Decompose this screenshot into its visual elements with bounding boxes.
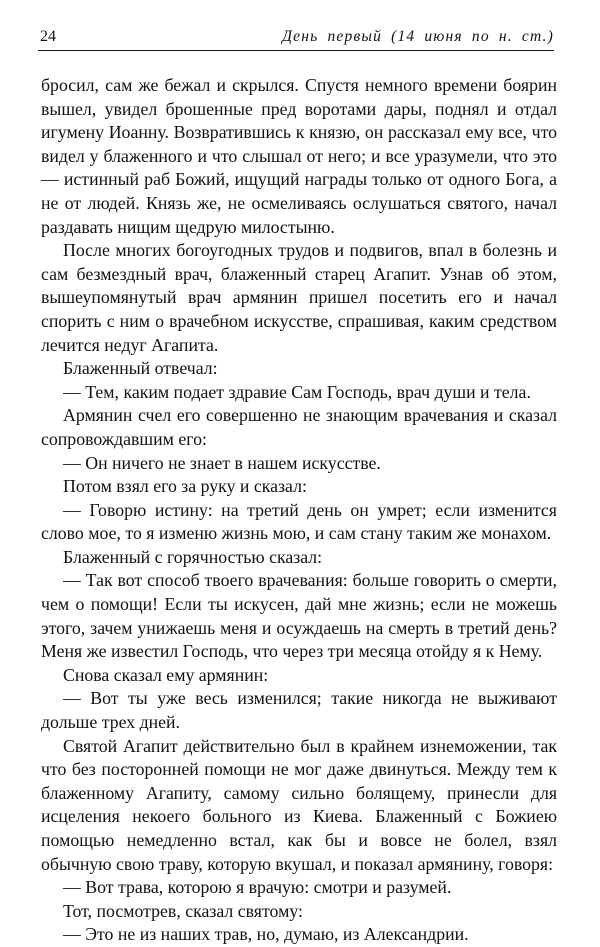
paragraph: Потом взял его за руку и сказал: — [63, 476, 307, 497]
paragraph: Армянин счел его совершенно не знающим врачевания и сказал сопровождавшим его: — [41, 405, 557, 449]
paragraph: — Это не из наших трав, но, думаю, из Александрии. — [63, 924, 469, 945]
page-text — [41, 74, 557, 947]
paragraph: Блаженный отвечал: — [63, 358, 218, 379]
paragraph: — Вот трава, которою я врачую: смотри и разумей. — [63, 877, 452, 898]
running-head: День первый (14 июня по н. ст.) — [282, 28, 554, 45]
page-header — [38, 26, 554, 51]
paragraph: Снова сказал ему армянин: — [63, 664, 269, 685]
paragraph: — Он ничего не знает в нашем искусстве. — [63, 452, 381, 473]
paragraph: Святой Агапит действительно был в крайнем изнеможении, так что без посторонней помощи не мог даже двинуться. Между тем к блаженному Агапиту, самому сильно болящему, принесли для исцеления некоего больного из Киева. Блаженный с Божиею помощью немедленно встал, как бы и вовсе не болел, взял обычную свою траву, которую вкушал, и показал армянину, говоря: — [41, 735, 557, 874]
page-number: 24 — [40, 28, 56, 45]
paragraph: бросил, сам же бежал и скрылся. Спустя немного времени боярин вышел, увидел брошенные пред воротами дары, поднял и отдал игумену Иоанну. Возвратившись к князю, он рассказал ему все, что видел у блаженного и что слышал от него; и все уразумели, что это — истинный раб Божий, ищущий награды только от одного Бога, а не от людей. Князь же, не осмеливаясь ослушаться святого, начал раздавать нищим щедрую милостыню. — [41, 75, 557, 237]
paragraph: — Тем, каким подает здравие Сам Господь, врач души и тела. — [63, 381, 531, 402]
paragraph: Тот, посмотрев, сказал святому: — [63, 900, 303, 921]
paragraph: — Вот ты уже весь изменился; такие никогда не выживают дольше трех дней. — [41, 688, 557, 733]
paragraph: — Так вот способ твоего врачевания: больше говорить о смерти, чем о помощи! Если ты искусен, дай мне жизнь; если не можешь этого, зачем унижаешь меня и осуждаешь на смерть в третий день? Меня же известил Господь, что через три месяца отойду я к Нему. — [41, 570, 557, 662]
paragraph: После многих богоугодных трудов и подвигов, впал в болезнь и сам безмездный врач, блаженный старец Агапит. Узнав об этом, вышеупомянутый врач армянин пришел посетить его и начал спорить с ним о врачебном искусстве, спрашивая, каким средством лечится недуг Агапита. — [41, 240, 557, 355]
paragraph: Блаженный с горячностью сказал: — [63, 546, 323, 567]
paragraph: — Говорю истину: на третий день он умрет; если изменится слово мое, то я изменю жизнь мою, и сам стану таким же монахом. — [41, 499, 557, 544]
